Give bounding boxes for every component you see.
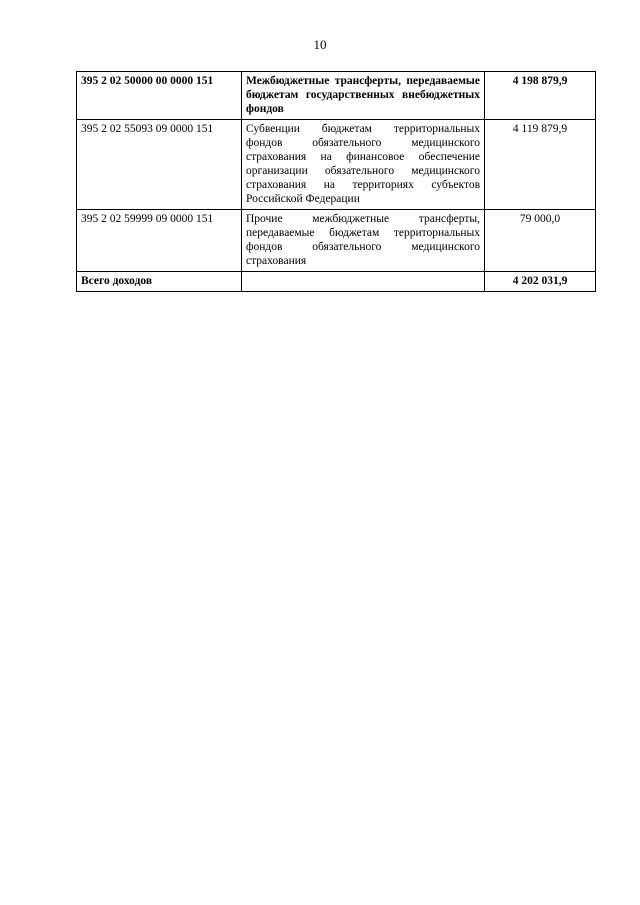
description-cell: Межбюджетные трансферты, передаваемые бюджетам государственных внебюджетных фондов	[242, 72, 485, 120]
total-label-cell: Всего доходов	[77, 272, 242, 292]
amount-cell: 79 000,0	[485, 210, 596, 272]
page-number: 10	[313, 37, 327, 52]
budget-code-cell: 395 2 02 55093 09 0000 151	[77, 120, 242, 210]
table-row	[77, 210, 596, 272]
total-amount-cell: 4 202 031,9	[485, 272, 596, 292]
revenue-table	[76, 71, 596, 292]
table-row	[77, 72, 596, 120]
budget-code-cell: 395 2 02 59999 09 0000 151	[77, 210, 242, 272]
total-empty-cell	[242, 272, 485, 292]
total-row	[77, 272, 596, 292]
description-cell: Субвенции бюджетам территориальных фондов обязательного медицинского страхования на финансовое обеспечение организации обязательного медицинского страхования на территориях субъектов Российской Федерации	[242, 120, 485, 210]
table-row	[77, 120, 596, 210]
description-cell: Прочие межбюджетные трансферты, передаваемые бюджетам территориальных фондов обязательного медицинского страхования	[242, 210, 485, 272]
amount-cell: 4 198 879,9	[485, 72, 596, 120]
amount-cell: 4 119 879,9	[485, 120, 596, 210]
budget-code-cell: 395 2 02 50000 00 0000 151	[77, 72, 242, 120]
